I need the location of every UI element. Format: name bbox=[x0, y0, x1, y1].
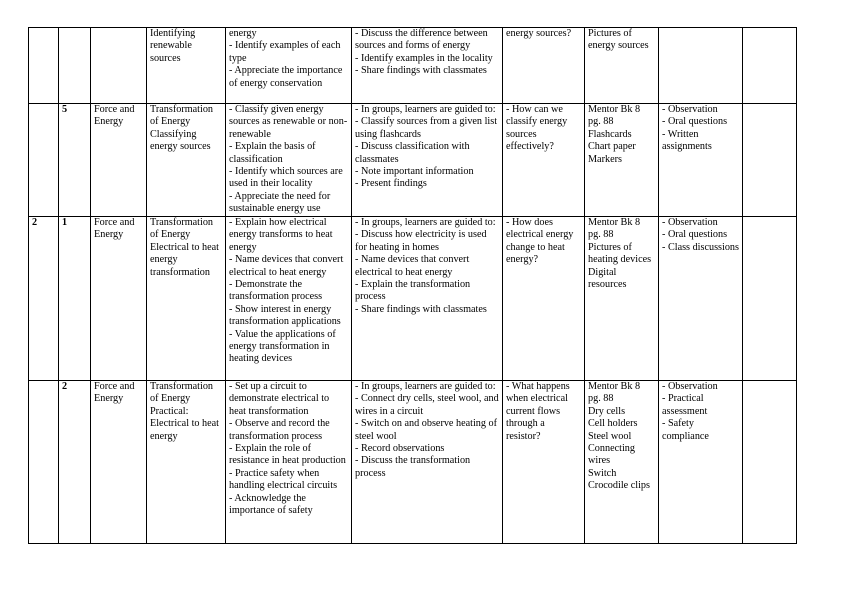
strand-cell: Force and Energy bbox=[91, 104, 147, 217]
sub-strand-cell: Transformation of Energy Practical: Electrical to heat energy bbox=[147, 381, 226, 544]
resources-cell bbox=[585, 381, 659, 544]
sub-strand-cell: Identifying renewable sources bbox=[147, 28, 226, 104]
cell-line: - Name devices that convert electrical to heat energy bbox=[229, 254, 344, 278]
cell-line: - Acknowledge the importance of safety bbox=[229, 492, 313, 517]
cell-line: Digital resources bbox=[588, 266, 627, 291]
cell-line: - Identify examples in the locality bbox=[355, 52, 493, 64]
remarks-cell bbox=[743, 381, 797, 544]
cell-line: Pictures of energy sources bbox=[588, 28, 649, 52]
resources-cell bbox=[585, 104, 659, 217]
cell-line: - Explain the transformation process bbox=[355, 279, 471, 303]
learning-outcomes-cell bbox=[226, 217, 352, 381]
strand-cell: Force and Energy bbox=[91, 217, 147, 381]
cell-line: - Appreciate the importance of energy conservation bbox=[229, 65, 343, 89]
learning-experiences-cell bbox=[352, 381, 503, 544]
cell-line: - Identify which sources are used in their locality bbox=[229, 166, 343, 190]
learning-experiences-cell bbox=[352, 28, 503, 104]
cell-line: - Written assignments bbox=[662, 128, 712, 153]
cell-line: - Connect dry cells, steel wool, and wires in a circuit bbox=[355, 393, 499, 417]
learning-outcomes-cell bbox=[226, 28, 352, 104]
cell-line: - Classify sources from a given list using flashcards bbox=[355, 116, 498, 140]
strand-cell bbox=[91, 28, 147, 104]
table-row bbox=[29, 28, 797, 104]
cell-line: Steel wool bbox=[588, 430, 632, 442]
strand-cell: Force and Energy bbox=[91, 381, 147, 544]
learning-experiences-cell bbox=[352, 104, 503, 217]
cell-line: Mentor Bk 8 bbox=[588, 381, 641, 392]
cell-line: pg. 88 bbox=[588, 229, 614, 241]
week-cell bbox=[29, 104, 59, 217]
table-row bbox=[29, 104, 797, 217]
cell-line: Crocodile clips bbox=[588, 480, 650, 492]
cell-line: - Record observations bbox=[355, 443, 445, 455]
remarks-cell bbox=[743, 217, 797, 381]
cell-line: - Identify examples of each type bbox=[229, 40, 341, 64]
inquiry-question-cell: - What happens when electrical current flows through a resistor? bbox=[503, 381, 585, 544]
assessment-cell bbox=[659, 217, 743, 381]
cell-line: - Observation bbox=[662, 104, 718, 115]
scheme-of-work-table bbox=[28, 27, 797, 544]
cell-line: pg. 88 bbox=[588, 393, 614, 405]
cell-line: Flashcards bbox=[588, 128, 632, 140]
inquiry-question-cell: - How can we classify energy sources effectively? bbox=[503, 104, 585, 217]
cell-line: - Explain the role of resistance in heat production bbox=[229, 443, 346, 467]
cell-line: - Name devices that convert electrical to heat energy bbox=[355, 254, 470, 278]
assessment-cell bbox=[659, 28, 743, 104]
cell-line: - In groups, learners are guided to: bbox=[355, 104, 496, 115]
week-cell: 2 bbox=[29, 217, 59, 381]
cell-line: - Classify given energy sources as renewable or non-renewable bbox=[229, 104, 348, 140]
cell-line: - Safety compliance bbox=[662, 418, 709, 442]
cell-line: - Discuss how electricity is used for heating in homes bbox=[355, 229, 487, 253]
cell-line: - Explain how electrical energy transforms to heat energy bbox=[229, 217, 333, 253]
cell-line: Markers bbox=[588, 153, 622, 165]
cell-line: - Observe and record the transformation process bbox=[229, 418, 330, 442]
sub-strand-cell: Transformation of Energy Electrical to heat energy transformation bbox=[147, 217, 226, 381]
cell-line: Connecting wires bbox=[588, 443, 635, 467]
remarks-cell bbox=[743, 28, 797, 104]
cell-line: - Set up a circuit to demonstrate electrical to heat transformation bbox=[229, 381, 330, 417]
cell-line: - Observation bbox=[662, 381, 718, 392]
cell-line: - Share findings with classmates bbox=[355, 65, 487, 77]
table-row bbox=[29, 217, 797, 381]
cell-line: energy bbox=[229, 28, 257, 39]
cell-line: Switch bbox=[588, 467, 617, 479]
learning-outcomes-cell bbox=[226, 104, 352, 217]
cell-line: - Discuss the difference between sources and forms of energy bbox=[355, 28, 488, 52]
cell-line: - Practical assessment bbox=[662, 393, 708, 417]
cell-line: - Observation bbox=[662, 217, 718, 228]
cell-line: Mentor Bk 8 bbox=[588, 104, 641, 115]
remarks-cell bbox=[743, 104, 797, 217]
learning-experiences-cell bbox=[352, 217, 503, 381]
cell-line: - In groups, learners are guided to: bbox=[355, 217, 496, 228]
sub-strand-cell: Transformation of Energy Classifying energy sources bbox=[147, 104, 226, 217]
cell-line: - Note important information bbox=[355, 166, 474, 178]
cell-line: Mentor Bk 8 bbox=[588, 217, 641, 228]
cell-line: - Show interest in energy transformation applications bbox=[229, 303, 341, 328]
cell-line: - Value the applications of energy transformation in heating devices bbox=[229, 328, 336, 365]
cell-line: - Share findings with classmates bbox=[355, 303, 487, 315]
lesson-cell: 5 bbox=[59, 104, 91, 217]
cell-line: - Demonstrate the transformation process bbox=[229, 279, 323, 303]
week-cell bbox=[29, 28, 59, 104]
lesson-cell: 2 bbox=[59, 381, 91, 544]
resources-cell bbox=[585, 217, 659, 381]
cell-line: pg. 88 bbox=[588, 116, 614, 128]
cell-line: Pictures of heating devices bbox=[588, 241, 652, 266]
assessment-cell bbox=[659, 104, 743, 217]
cell-line: - Class discussions bbox=[662, 241, 739, 253]
cell-line: Dry cells bbox=[588, 405, 626, 417]
cell-line: Cell holders bbox=[588, 418, 638, 430]
cell-line: - Appreciate the need for sustainable energy use bbox=[229, 190, 331, 215]
cell-line: - Oral questions bbox=[662, 229, 728, 241]
cell-line: Chart paper bbox=[588, 141, 636, 153]
cell-line: - Discuss classification with classmates bbox=[355, 141, 470, 165]
inquiry-question-cell: - How does electrical energy change to heat energy? bbox=[503, 217, 585, 381]
cell-line: - Present findings bbox=[355, 178, 427, 190]
lesson-cell bbox=[59, 28, 91, 104]
cell-line: - Switch on and observe heating of steel wool bbox=[355, 418, 498, 442]
assessment-cell bbox=[659, 381, 743, 544]
resources-cell bbox=[585, 28, 659, 104]
week-cell bbox=[29, 381, 59, 544]
cell-line: - Oral questions bbox=[662, 116, 728, 128]
cell-line: - Discuss the transformation process bbox=[355, 455, 471, 479]
inquiry-question-cell: energy sources? bbox=[503, 28, 585, 104]
learning-outcomes-cell bbox=[226, 381, 352, 544]
lesson-cell: 1 bbox=[59, 217, 91, 381]
cell-line: - Explain the basis of classification bbox=[229, 141, 316, 165]
table-row bbox=[29, 381, 797, 544]
cell-line: - In groups, learners are guided to: bbox=[355, 381, 496, 392]
cell-line: - Practice safety when handling electrical circuits bbox=[229, 467, 338, 492]
